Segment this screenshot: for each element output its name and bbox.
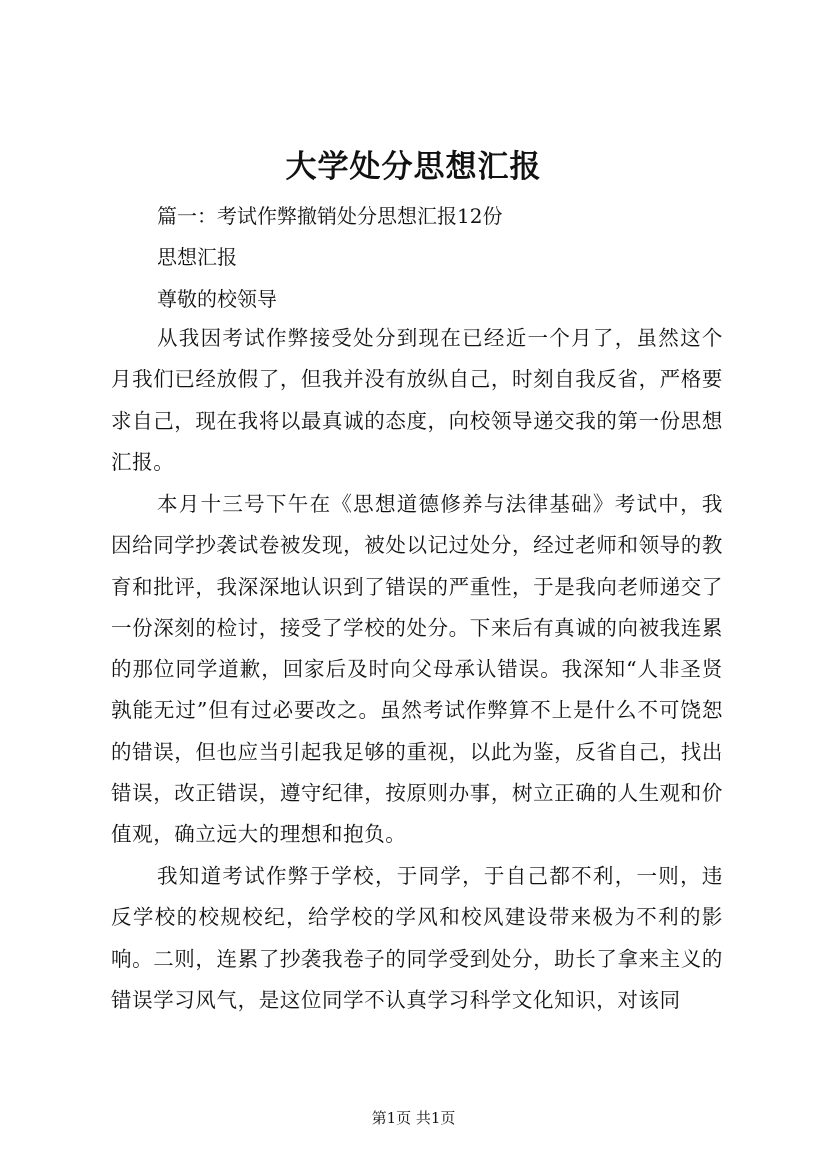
- salutation: 尊敬的校领导: [157, 287, 277, 311]
- body-paragraph-3: 我知道考试作弊于学校，于同学，于自己都不利，一则，违反学校的校规校纪，给学校的学风和校风建设带来极为不利的影响。二则，连累了抄袭我卷子的同学受到处分，助长了拿来主义的错误学习风气，是这位同学不认真学习科学文化知识，对该同: [111, 864, 723, 1012]
- document-title: 大学处分思想汇报: [285, 149, 542, 185]
- body-paragraph-2: 本月十三号下午在《思想道德修养与法律基础》考试中，我因给同学抄袭试卷被发现，被处以记过处分，经过老师和领导的教育和批评，我深深地认识到了错误的严重性，于是我向老师递交了一份深刻的检讨，接受了学校的处分。下来后有真诚的向被我连累的那位同学道歉，回家后及时向父母承认错误。我深知“人非圣贤孰能无过”但有过必要改之。虽然考试作弊算不上是什么不可饶恕的错误，但也应当引起我足够的重视，以此为鉴，反省自己，找出错误，改正错误，遵守纪律，按原则办事，树立正确的人生观和价值观，确立远大的理想和抱负。: [111, 492, 723, 847]
- section-heading: 篇一：考试作弊撤销处分思想汇报12份: [157, 204, 503, 228]
- page-footer: 第1页 共1页: [371, 1109, 456, 1127]
- report-subtitle: 思想汇报: [157, 245, 237, 269]
- body-paragraph-1: 从我因考试作弊接受处分到现在已经近一个月了，虽然这个月我们已经放假了，但我并没有放纵自己，时刻自我反省，严格要求自己，现在我将以最真诚的态度，向校领导递交我的第一份思想汇报。: [111, 326, 723, 474]
